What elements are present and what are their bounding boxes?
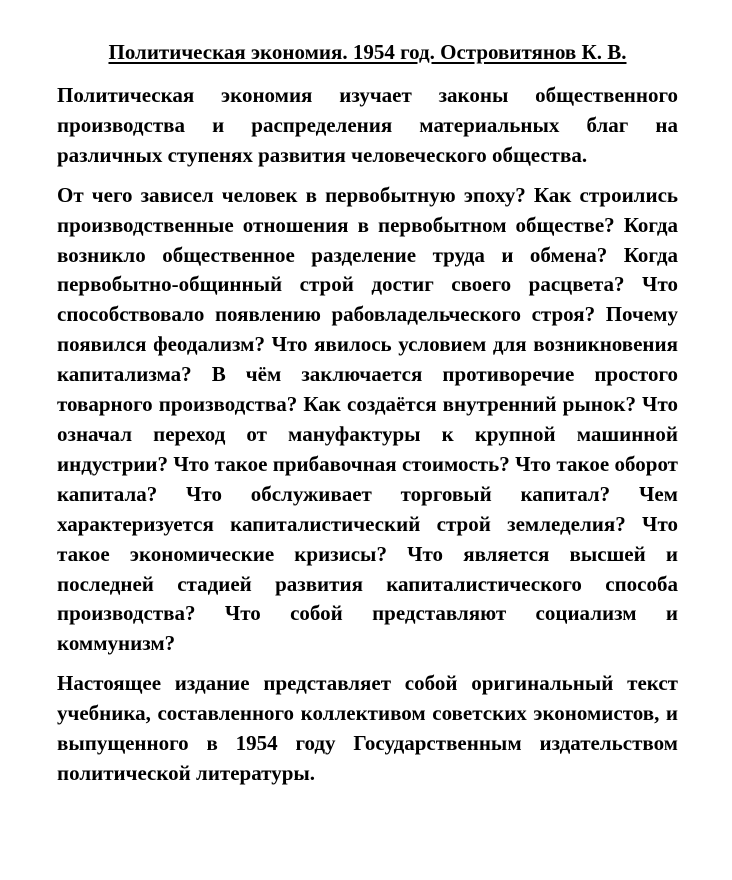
paragraph-questions: От чего зависел человек в первобытную эпоху? Как строились производственные отношения в первобытном обществе? Когда возникло общественное разделение труда и обмена? Когда первобытно-общинный строй достиг своего расцвета? Что способствовало появлению рабовладельческого строя? Почему появился феодализм? Что явилось условием для возникновения капитализма? В чём заключается противоречие простого товарного производства? Как создаётся внутренний рынок? Что означал переход от мануфактуры к крупной машинной индустрии? Что такое прибавочная стоимость? Что такое оборот капитала? Что обслуживает торговый капитал? Чем характеризуется капиталистический строй земледелия? Что такое экономические кризисы? Что является высшей и последней стадией развития капиталистического способа производства? Что собой представляют социализм и коммунизм? bbox=[57, 182, 678, 656]
document-title: Политическая экономия. 1954 год. Островитянов К. В. bbox=[108, 40, 627, 64]
paragraph-edition-note: Настоящее издание представляет собой оригинальный текст учебника, составленного коллективом советских экономистов, и выпущенного в 1954 году Государственным издательством политической литературы. bbox=[57, 671, 678, 785]
paragraph-intro: Политическая экономия изучает законы общественного производства и распределения материальных благ на различных ступенях развития человеческого общества. bbox=[57, 83, 678, 167]
document-page bbox=[57, 38, 678, 799]
